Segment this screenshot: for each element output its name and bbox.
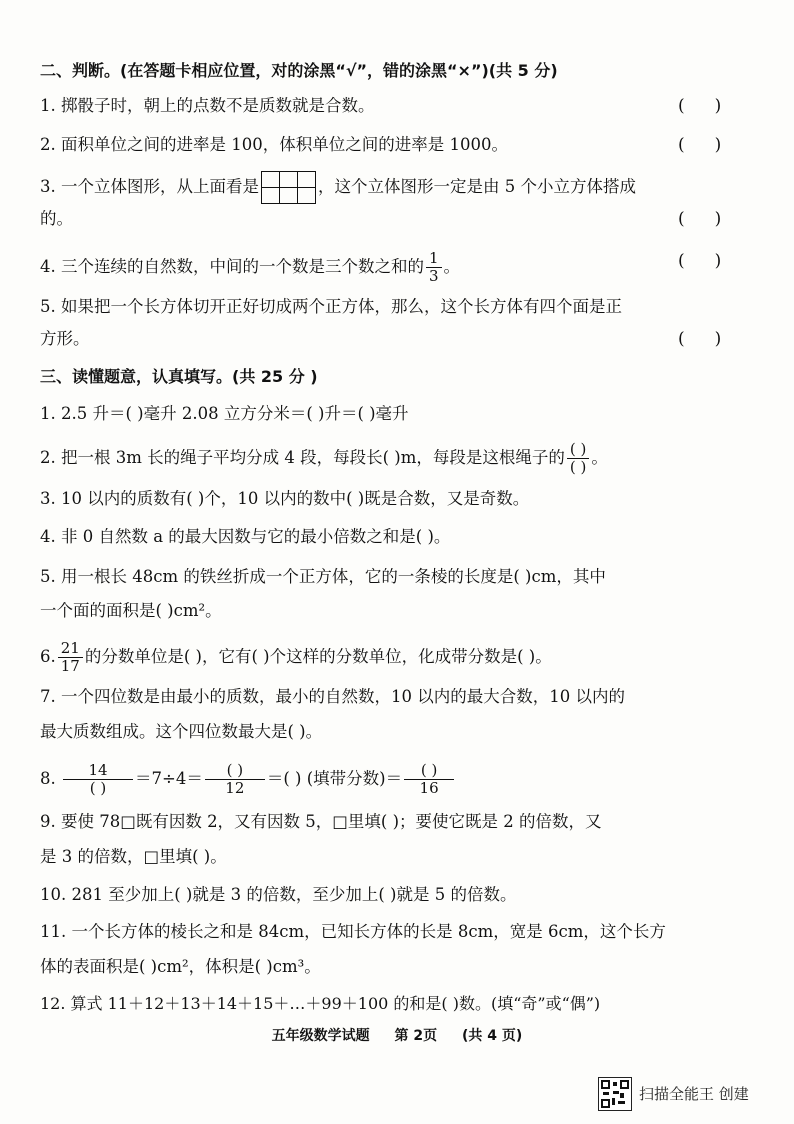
answer-parentheses: () <box>678 209 752 229</box>
footer-page: 第 2页 <box>394 1028 438 1044</box>
question-text: 2. 把一根 3m 长的绳子平均分成 4 段，每段长( )m，每段是这根绳子的 <box>40 448 565 467</box>
question-text-cont: ，这个立体图形一定是由 5 个小立方体搭成 <box>318 177 636 196</box>
fill-question-11-line2: 体的表面积是( )cm²，体积是( )cm³。 <box>40 957 321 976</box>
fraction-21-17: $\frac{21}{17}$ <box>58 640 83 675</box>
fraction-blank-12: $\frac{( )}{12}$ <box>205 762 265 797</box>
question-text: 4. 三个连续的自然数，中间的一个数是三个数之和的 <box>40 257 424 276</box>
page-footer <box>0 1025 794 1045</box>
question-text: 3. 一个立体图形，从上面看是 <box>40 177 259 196</box>
fill-question-9-line2: 是 3 的倍数，□里填( )。 <box>40 847 227 866</box>
fill-question-3: 3. 10 以内的质数有( )个，10 以内的数中( )既是合数，又是奇数。 <box>40 489 530 508</box>
fill-question-7-line2: 最大质数组成。这个四位数最大是( )。 <box>40 722 323 741</box>
section3-heading: 三、读懂题意，认真填写。(共 25 分 ) <box>40 367 318 386</box>
fill-question-5: 5. 用一根长 48cm 的铁丝折成一个正方体，它的一条棱的长度是( )cm，其中 <box>40 567 606 586</box>
question-text-cont: 方形。 <box>40 329 90 348</box>
fill-question-6: 6. $\frac{21}{17}$ 的分数单位是( )，它有( )个这样的分数单位，化成带分数是( )。 <box>40 639 552 675</box>
judge-question-3 <box>40 171 752 204</box>
fill-question-11: 11. 一个长方体的棱长之和是 84cm，已知长方体的长是 8cm，宽是 6cm，这个长方 <box>40 922 666 941</box>
judge-question-4: 4. 三个连续的自然数，中间的一个数是三个数之和的 $\frac{1}{3}$ 。 () <box>40 249 752 285</box>
fraction-14-blank: $\frac{14}{( )}$ <box>63 762 133 797</box>
section2-heading: 二、判断。(在答题卡相应位置，对的涂黑“√”，错的涂黑“×”)(共 5 分) <box>40 61 558 80</box>
fill-question-8: 8. $\frac{14}{( )}$ ＝7÷4＝ $\frac{( )}{12}$ ＝( ) (填带分数)＝ $\frac{( )}{16}$ <box>40 762 752 797</box>
question-text: 5. 如果把一个长方体切开正好切成两个正方体，那么，这个长方体有四个面是正 <box>40 297 622 316</box>
fill-question-5-line2: 一个面的面积是( )cm²。 <box>40 601 222 620</box>
watermark-text: 扫描全能王 创建 <box>639 1085 749 1103</box>
fill-question-1: 1. 2.5 升＝( )毫升 2.08 立方分米＝( )升＝( )毫升 <box>40 404 409 423</box>
judge-question-5 <box>40 296 752 318</box>
blank-fraction: $\frac{( )}{( )}$ <box>567 441 589 476</box>
fill-question-12: 12. 算式 11＋12＋13＋14＋15＋…＋99＋100 的和是( )数。(填“奇”或“偶”) <box>40 994 601 1013</box>
judge-question-5-line2 <box>40 328 752 350</box>
qr-code-icon <box>598 1077 632 1111</box>
fraction-one-third: $\frac{1}{3}$ <box>426 250 442 285</box>
top-view-grid-figure <box>261 171 316 204</box>
fill-question-7: 7. 一个四位数是由最小的质数，最小的自然数，10 以内的最大合数，10 以内的 <box>40 687 625 706</box>
question-text-cont: 的。 <box>40 209 73 228</box>
judge-question-2 <box>40 134 752 156</box>
fraction-blank-16: $\frac{( )}{16}$ <box>404 762 454 797</box>
fill-question-10: 10. 281 至少加上( )就是 3 的倍数，至少加上( )就是 5 的倍数。 <box>40 885 517 904</box>
footer-title: 五年级数学试题 <box>271 1028 370 1044</box>
fill-question-4: 4. 非 0 自然数 a 的最大因数与它的最小倍数之和是( )。 <box>40 527 451 546</box>
judge-question-1 <box>40 95 752 117</box>
fill-question-2: 2. 把一根 3m 长的绳子平均分成 4 段，每段长( )m，每段是这根绳子的 $\frac{( )}{( )}$ 。 <box>40 440 608 476</box>
answer-parentheses: () <box>678 135 752 155</box>
footer-total: (共 4 页) <box>462 1028 523 1044</box>
question-text: 的分数单位是( )，它有( )个这样的分数单位，化成带分数是( )。 <box>84 647 552 666</box>
fill-question-9: 9. 要使 78□既有因数 2，又有因数 5，□里填( )；要使它既是 2 的倍数，又 <box>40 812 602 831</box>
question-text: 2. 面积单位之间的进率是 100，体积单位之间的进率是 1000。 <box>40 135 508 154</box>
answer-parentheses: () <box>678 96 752 116</box>
judge-question-3-line2 <box>40 208 752 230</box>
question-text: 1. 掷骰子时，朝上的点数不是质数就是合数。 <box>40 96 375 115</box>
answer-parentheses: () <box>678 329 752 349</box>
answer-parentheses: () <box>678 251 752 271</box>
